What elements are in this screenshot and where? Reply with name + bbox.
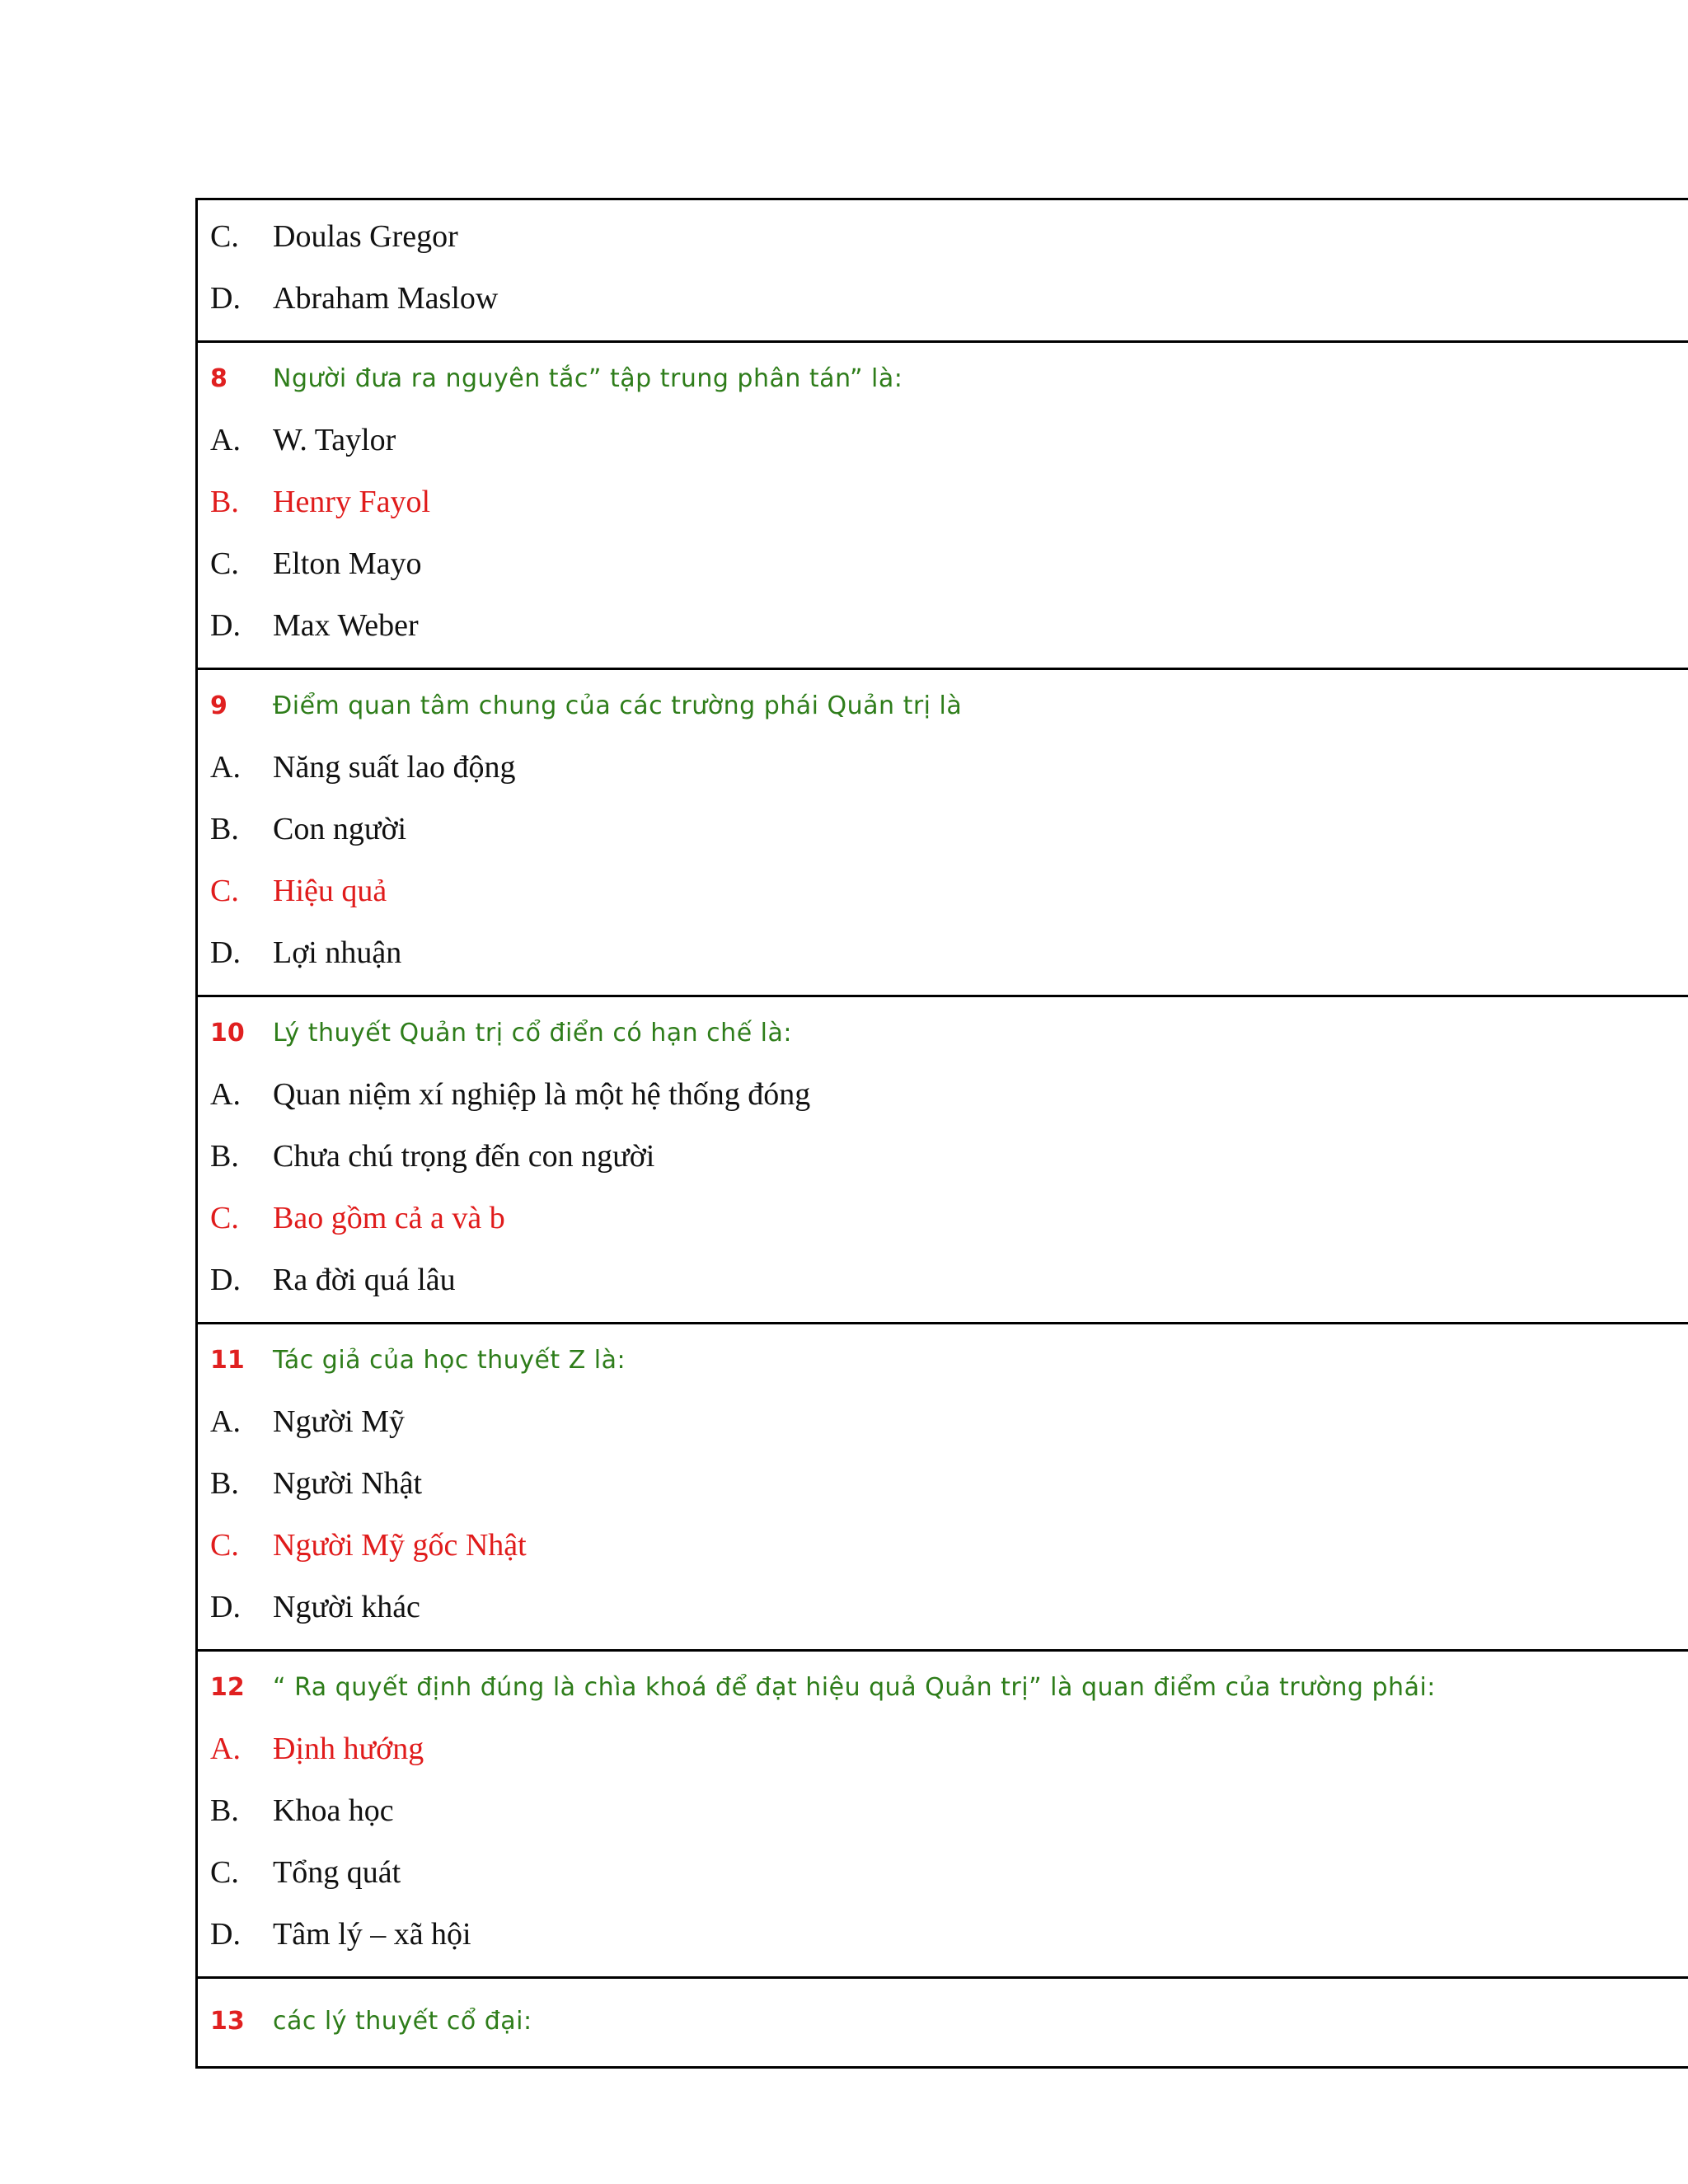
option-letter: C.: [210, 1200, 239, 1235]
question-row: [198, 1990, 1688, 2051]
option-letter: A.: [210, 422, 241, 457]
option-a: [198, 1063, 1688, 1125]
option-c: [198, 532, 1688, 594]
option-letter: B.: [210, 1138, 239, 1174]
option-letter: C.: [210, 873, 239, 908]
question-text: các lý thuyết cổ đại:: [273, 2006, 532, 2036]
option-letter: A.: [210, 1404, 241, 1439]
question-number: 12: [210, 1672, 245, 1702]
option-text: Năng suất lao động: [273, 749, 516, 785]
option-b: [198, 1452, 1688, 1514]
option-letter: C.: [210, 1854, 239, 1890]
option-letter: B.: [210, 1793, 239, 1828]
option-text: Chưa chú trọng đến con người: [273, 1138, 655, 1174]
question-row: [198, 1657, 1688, 1718]
option-text: Elton Mayo: [273, 546, 422, 581]
option-letter: D.: [210, 935, 241, 970]
option-b: [198, 1125, 1688, 1187]
option-letter: D.: [210, 280, 241, 316]
option-text: Định hướng: [273, 1731, 424, 1766]
option-letter: A.: [210, 1731, 241, 1766]
question-block-11: [198, 1322, 1688, 1649]
option-letter: A.: [210, 749, 241, 785]
question-number: 10: [210, 1018, 245, 1047]
option-d: [198, 1903, 1688, 1965]
question-row: [198, 1002, 1688, 1063]
option-a: [198, 736, 1688, 798]
option-text: Quan niệm xí nghiệp là một hệ thống đóng: [273, 1076, 811, 1112]
option-letter: C.: [210, 1527, 239, 1563]
option-d: [198, 594, 1688, 656]
option-text: Người Nhật: [273, 1465, 423, 1501]
option-b: [198, 1779, 1688, 1841]
option-text: Doulas Gregor: [273, 218, 458, 254]
option-c-correct: [198, 860, 1688, 921]
option-d: [198, 1576, 1688, 1638]
option-letter: C.: [210, 546, 239, 581]
option-letter: A.: [210, 1076, 241, 1112]
option-text: Người Mỹ: [273, 1404, 405, 1439]
option-letter: D.: [210, 607, 241, 643]
question-text: Điểm quan tâm chung của các trường phái Quản trị là: [273, 691, 963, 720]
option-letter: D.: [210, 1916, 241, 1952]
option-c: [198, 205, 1688, 267]
option-text: Khoa học: [273, 1793, 394, 1828]
option-c: [198, 1841, 1688, 1903]
question-number: 9: [210, 691, 227, 720]
question-block-10: [198, 995, 1688, 1322]
option-text: Con người: [273, 811, 407, 846]
option-letter: B.: [210, 484, 239, 519]
option-a: [198, 409, 1688, 471]
question-number: 11: [210, 1345, 245, 1375]
option-text: Bao gồm cả a và b: [273, 1200, 505, 1235]
option-letter: C.: [210, 218, 239, 254]
question-block-9: [198, 668, 1688, 995]
option-text: Người Mỹ gốc Nhật: [273, 1527, 527, 1563]
question-row: [198, 348, 1688, 409]
question-table: [195, 198, 1688, 2069]
option-b-correct: [198, 471, 1688, 532]
option-c-correct: [198, 1514, 1688, 1576]
question-block-continued: [198, 200, 1688, 340]
option-d: [198, 267, 1688, 329]
question-text: Tác giả của học thuyết Z là:: [273, 1345, 626, 1375]
option-text: Tâm lý – xã hội: [273, 1916, 471, 1952]
option-text: Hiệu quả: [273, 873, 387, 908]
option-text: Max Weber: [273, 607, 419, 643]
question-text: Lý thuyết Quản trị cổ điển có hạn chế là:: [273, 1018, 793, 1047]
option-text: Tổng quát: [273, 1854, 401, 1890]
option-d: [198, 921, 1688, 983]
question-number: 13: [210, 2006, 245, 2036]
option-c-correct: [198, 1187, 1688, 1249]
option-a: [198, 1390, 1688, 1452]
question-number: 8: [210, 363, 227, 393]
option-b: [198, 798, 1688, 860]
option-d: [198, 1249, 1688, 1310]
question-block-8: [198, 340, 1688, 668]
question-row: [198, 675, 1688, 736]
option-text: Ra đời quá lâu: [273, 1262, 456, 1297]
option-text: Lợi nhuận: [273, 935, 402, 970]
option-text: W. Taylor: [273, 422, 396, 457]
option-a-correct: [198, 1718, 1688, 1779]
option-letter: B.: [210, 811, 239, 846]
option-letter: D.: [210, 1589, 241, 1624]
option-letter: D.: [210, 1262, 241, 1297]
question-text: Người đưa ra nguyên tắc” tập trung phân tán” là:: [273, 363, 903, 393]
option-letter: B.: [210, 1465, 239, 1501]
question-text: “ Ra quyết định đúng là chìa khoá để đạt hiệu quả Quản trị” là quan điểm của trường phái:: [273, 1672, 1436, 1702]
option-text: Henry Fayol: [273, 484, 431, 519]
option-text: Abraham Maslow: [273, 280, 499, 316]
option-text: Người khác: [273, 1589, 420, 1624]
question-row: [198, 1329, 1688, 1390]
question-block-13: [198, 1976, 1688, 2066]
question-block-12: [198, 1649, 1688, 1976]
